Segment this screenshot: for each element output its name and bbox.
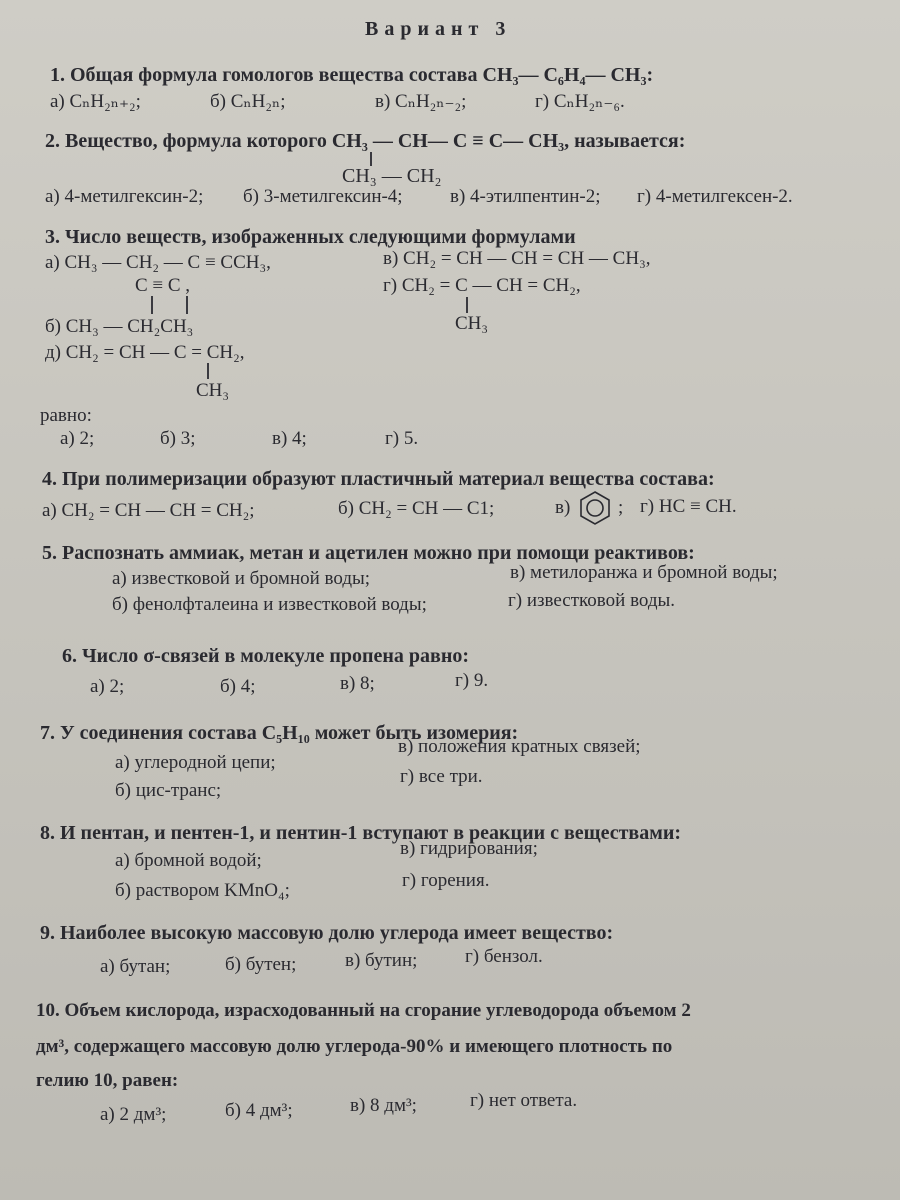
q3-formula-g: г) CH₂ = C — CH = CH₂, — [383, 275, 581, 296]
q3-d-branch: CH₃ — [196, 380, 230, 401]
q10-option-a: а) 2 дм³; — [100, 1104, 167, 1125]
question-10-line-2: дм³, содержащего массовую долю углерода-90% и имеющего плотность по — [36, 1036, 673, 1057]
q4-option-g: г) HC ≡ CH. — [640, 496, 737, 517]
question-6-text: 6. Число σ-связей в молекуле пропена равно: — [62, 645, 470, 667]
q3-equals-label: равно: — [40, 405, 92, 426]
q2-branch-bond — [370, 152, 372, 166]
q9-option-g: г) бензол. — [465, 946, 543, 967]
q7-option-a: а) углеродной цепи; — [115, 752, 276, 773]
question-2-text: 2. Вещество, формула которого CH₃ — CH— C ≡ C— CH₃, называется: — [45, 130, 686, 152]
question-8-text: 8. И пентан, и пентен-1, и пентин-1 вступают в реакции с веществами: — [40, 822, 681, 844]
q3-formula-a: а) CH₃ — CH₂ — C ≡ CCH₃, — [45, 252, 271, 273]
question-1-text: 1. Общая формула гомологов вещества состава CH₃— C₆H₄— CH₃: — [50, 64, 654, 86]
q9-option-v: в) бутин; — [345, 950, 418, 971]
q8-option-v: в) гидрирования; — [400, 838, 538, 859]
question-3-text: 3. Число веществ, изображенных следующими формулами — [45, 226, 576, 248]
q3-g-branch: CH₃ — [455, 313, 489, 334]
q5-option-b: б) фенолфталеина и известковой воды; — [112, 594, 427, 615]
q8-option-g: г) горения. — [402, 870, 490, 891]
q10-option-v: в) 8 дм³; — [350, 1095, 417, 1116]
q6-option-a: а) 2; — [90, 676, 125, 697]
q3-option-b: б) 3; — [160, 428, 196, 449]
question-10-line-1: 10. Объем кислорода, израсходованный на сгорание углеводорода объемом 2 — [36, 1000, 691, 1021]
q6-option-b: б) 4; — [220, 676, 256, 697]
q4-option-v-label: в) — [555, 497, 571, 518]
q3-g-bond — [466, 297, 468, 313]
q2-option-a: а) 4-метилгексин-2; — [45, 186, 204, 207]
q1-option-g: г) CₙH₂ₙ₋₆. — [535, 91, 625, 112]
q4-option-v-end: ; — [618, 497, 624, 518]
q8-option-b: б) раствором KMnO₄; — [115, 880, 290, 901]
q5-option-a: а) известковой и бромной воды; — [112, 568, 371, 589]
q3-formula-v: в) CH₂ = CH — CH = CH — CH₃, — [383, 248, 651, 269]
q9-option-b: б) бутен; — [225, 954, 297, 975]
question-7-text: 7. У соединения состава C₅H₁₀ может быть изомерия: — [40, 722, 519, 744]
q6-option-v: в) 8; — [340, 673, 375, 694]
q7-option-v: в) положения кратных связей; — [398, 736, 641, 757]
question-4-text: 4. При полимеризации образуют пластичный материал вещества состава: — [42, 468, 715, 490]
q5-option-v: в) метилоранжа и бромной воды; — [510, 562, 778, 583]
q3-b-bond-right — [186, 296, 188, 314]
q3-formula-d: д) CH₂ = CH — C = CH₂, — [45, 342, 245, 363]
q3-option-a: а) 2; — [60, 428, 95, 449]
q2-option-g: г) 4-метилгексен-2. — [637, 186, 793, 207]
q7-option-g: г) все три. — [400, 766, 483, 787]
q3-b-bond-left — [151, 296, 153, 314]
q2-option-v: в) 4-этилпентин-2; — [450, 186, 601, 207]
benzene-ring-icon — [577, 490, 613, 526]
q1-option-a: а) CₙH₂ₙ₊₂; — [50, 91, 141, 112]
q3-option-g: г) 5. — [385, 428, 419, 449]
question-9-text: 9. Наиболее высокую массовую долю углерода имеет вещество: — [40, 922, 614, 944]
q2-option-b: б) 3-метилгексин-4; — [243, 186, 403, 207]
question-5-text: 5. Распознать аммиак, метан и ацетилен можно при помощи реактивов: — [42, 542, 695, 564]
q3-formula-b-top: C ≡ C , — [135, 275, 191, 296]
page-title: Вариант 3 — [365, 18, 512, 40]
q9-option-a: а) бутан; — [100, 956, 171, 977]
q5-option-g: г) известковой воды. — [508, 590, 676, 611]
q4-option-a: а) CH₂ = CH — CH = CH₂; — [42, 500, 255, 521]
q1-option-v: в) CₙH₂ₙ₋₂; — [375, 91, 467, 112]
q2-branch: CH₃ — CH₂ — [342, 165, 442, 187]
q3-formula-b: б) CH₃ — CH₂CH₃ — [45, 316, 194, 337]
q4-option-b: б) CH₂ = CH — C1; — [338, 498, 495, 519]
q10-option-b: б) 4 дм³; — [225, 1100, 293, 1121]
q7-option-b: б) цис-транс; — [115, 780, 222, 801]
q8-option-a: а) бромной водой; — [115, 850, 262, 871]
q1-option-b: б) CₙH₂ₙ; — [210, 91, 286, 112]
q10-option-g: г) нет ответа. — [470, 1090, 578, 1111]
q6-option-g: г) 9. — [455, 670, 489, 691]
question-10-line-3: гелию 10, равен: — [36, 1070, 179, 1091]
q3-d-bond — [207, 363, 209, 379]
q3-option-v: в) 4; — [272, 428, 307, 449]
